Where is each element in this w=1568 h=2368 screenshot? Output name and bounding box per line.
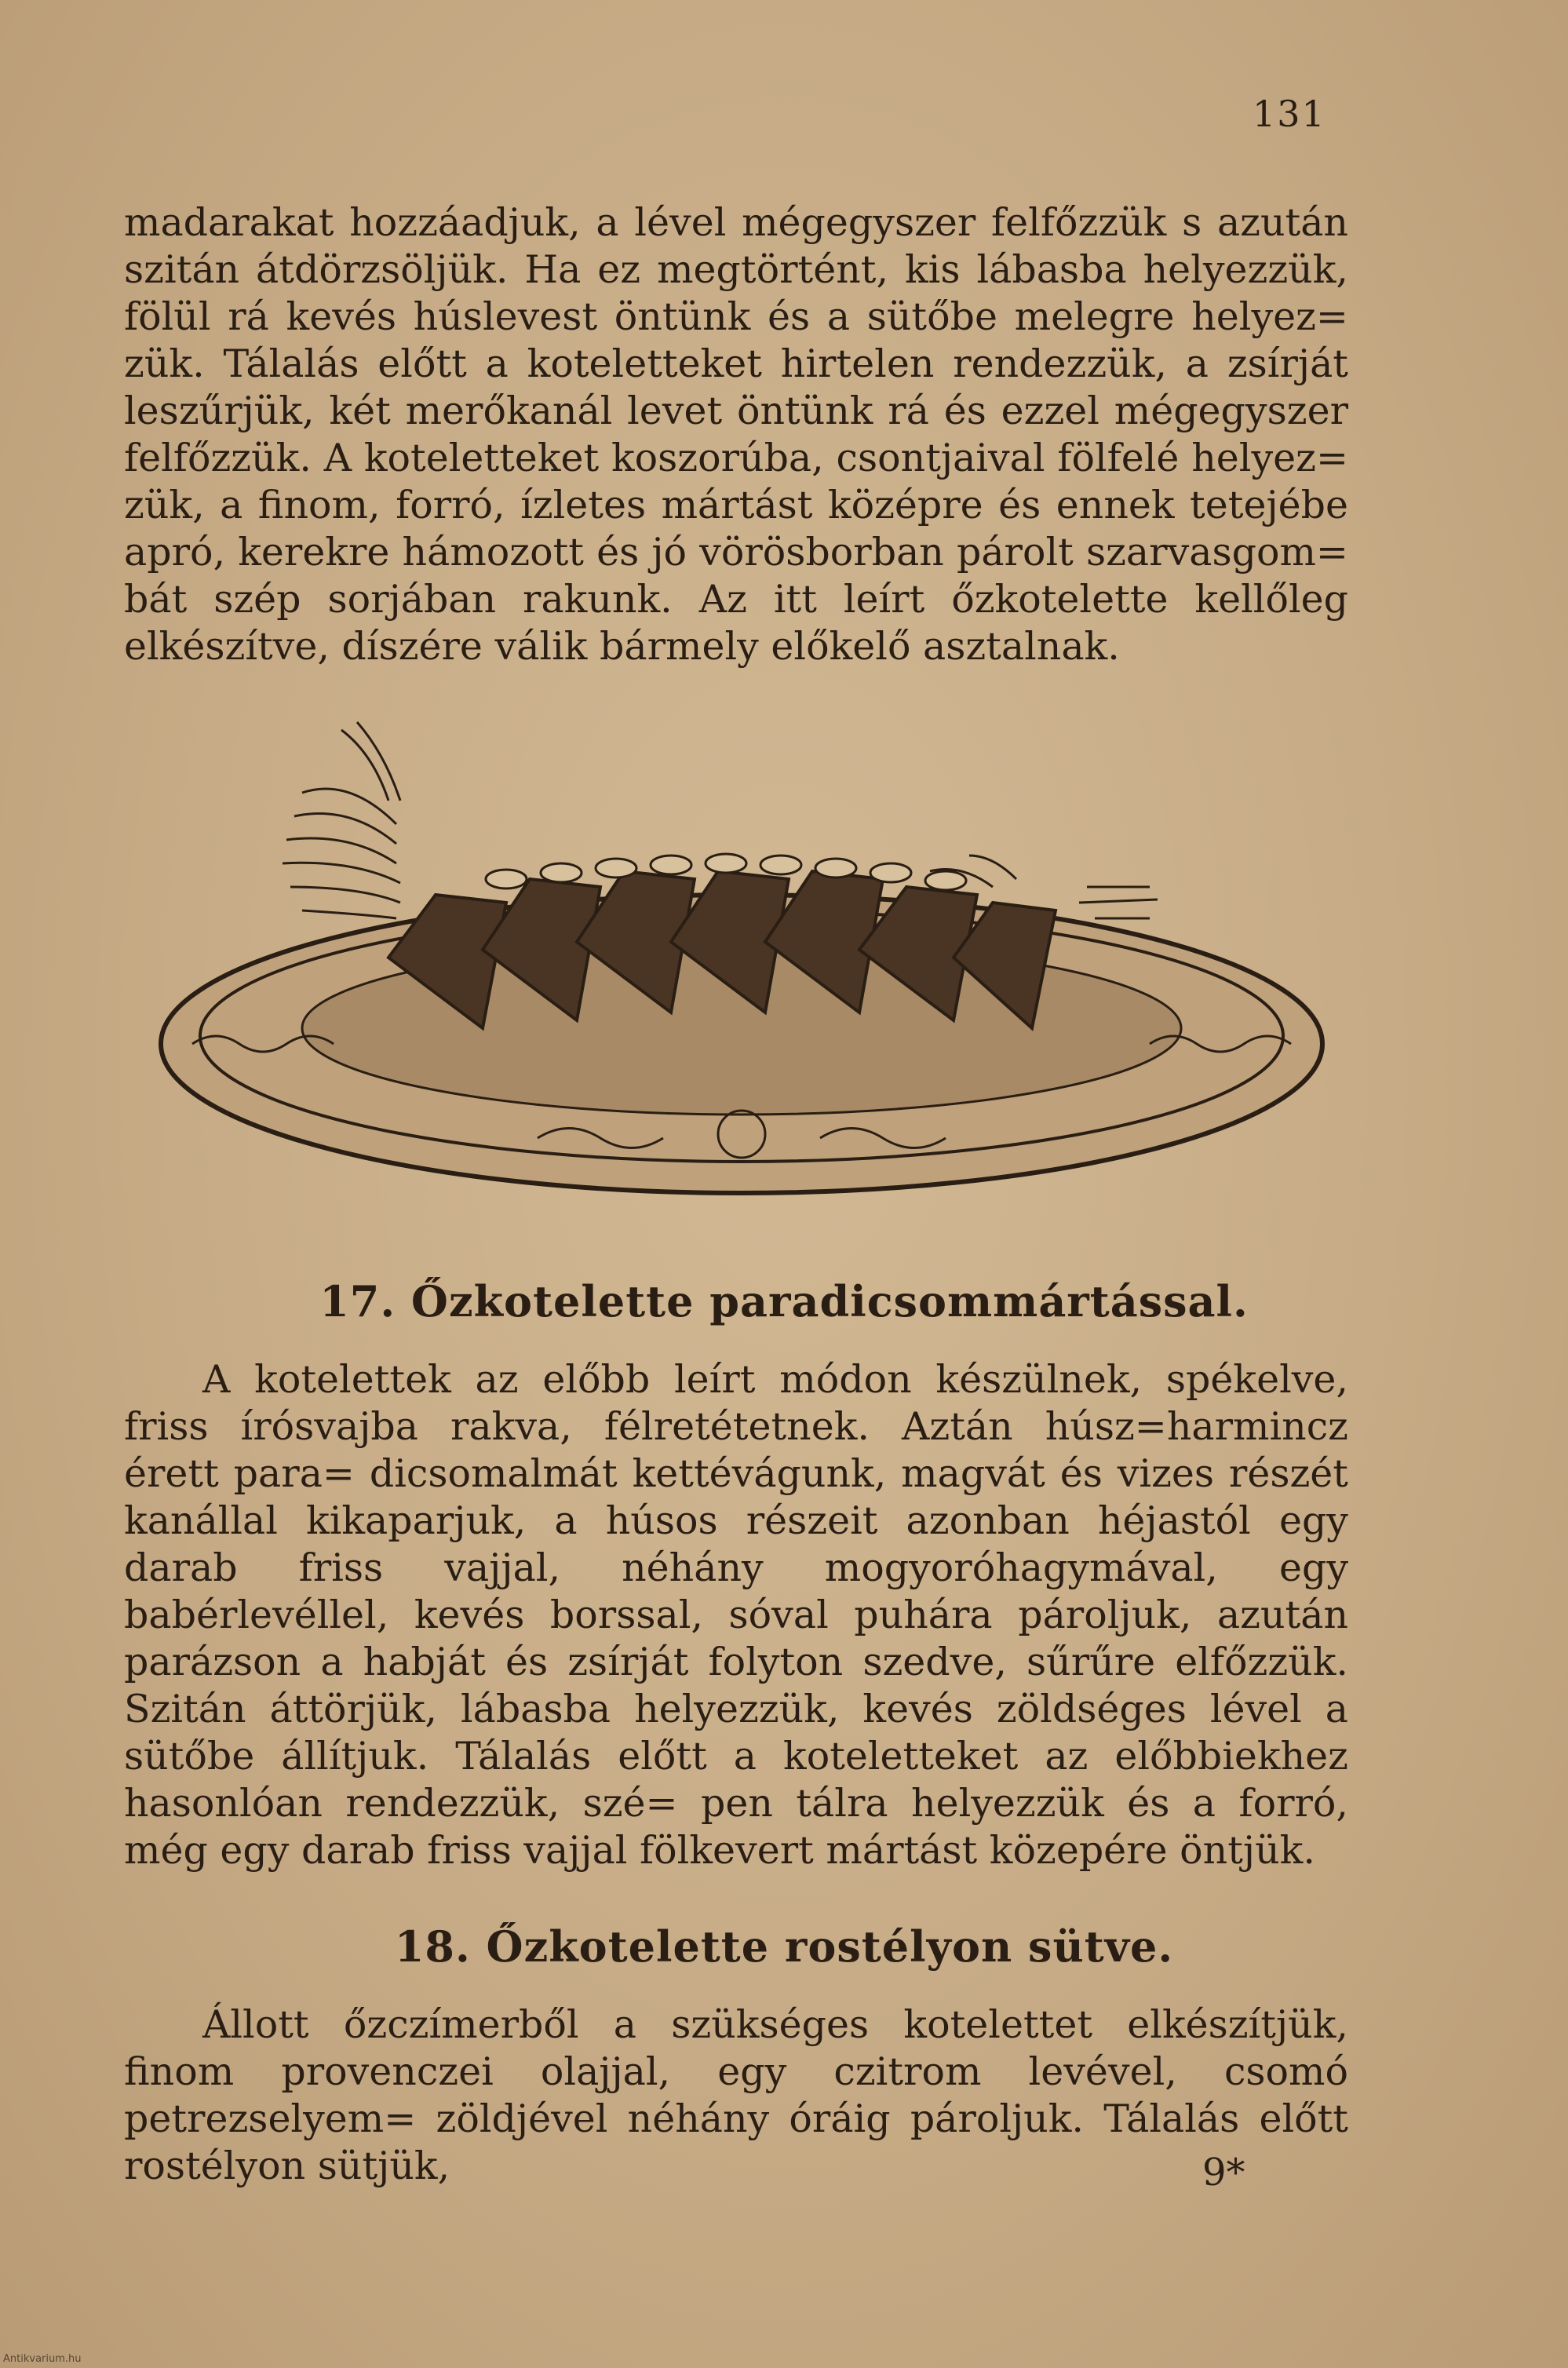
recipe-heading-17: 17. Őzkotelette paradicsommártással. bbox=[319, 1276, 1249, 1326]
platter-engraving bbox=[161, 722, 1322, 1193]
paragraph-recipe-17 bbox=[124, 1356, 1348, 1874]
page-number: 131 bbox=[1253, 93, 1326, 135]
paragraph-text: madarakat hozzáadjuk, a lével mégegyszer felfőzzük s azután szitán átdörzsöljük. Ha ez megtörtént, kis lábasba helyezzük, fölül rá kevés húslevest öntünk és a sütőbe melegre helyez= zük. Tálalás előtt a koteletteket hirtelen rendezzük, a zsírját leszűrjük, két merőkanál levet öntünk rá és ezzel mégegyszer felfőzzük. A koteletteket koszorúba, csontjaival fölfelé helyez= zük, a finom, forró, ízletes mártást középre és ennek tetejébe apró, kerekre hámozott és jó vörösborban párolt szarvasgom= bát szép sorjában rakunk. Az itt leírt őzkotelette kellőleg elkészítve, díszére válik bármely előkelő asztalnak. bbox=[124, 200, 1348, 669]
paragraph-intro bbox=[124, 199, 1348, 670]
cutlets-platter-illustration bbox=[145, 699, 1338, 1232]
paragraph-text: Állott őzczímerből a szükséges kotelettet elkészítjük, finom provenczei olajjal, egy czitrom levével, csomó petrezselyem= zöldjével néhány óráig pároljuk. Tálalás előtt rostélyon sütjük, bbox=[124, 2002, 1348, 2188]
paragraph-text: A kotelettek az előbb leírt módon készülnek, spékelve, friss írósvajba rakva, félretétetnek. Aztán húsz=harmincz érett para= dicsomalmát kettévágunk, magvát és vizes részét kanállal kikaparjuk, a húsos részeit azonban héjastól egy darab friss vajjal, néhány mogyoróhagymával, egy babérlevéllel, kevés borssal, sóval puhára pároljuk, azután parázson a habját és zsírját folyton szedve, sűrűre elfőzzük. Szitán áttörjük, lábasba helyezzük, kevés zöldséges lével a sütőbe állítjuk. Tálalás előtt a koteletteket az előbbiekhez hasonlóan rendezzük, szé= pen tálra helyezzük és a forró, még egy darab friss vajjal fölkevert mártást közepére öntjük. bbox=[124, 1357, 1348, 1873]
paragraph-recipe-18 bbox=[124, 2001, 1348, 2190]
scan-credit: Antikvarium.hu bbox=[3, 2353, 82, 2365]
recipe-heading-18: 18. Őzkotelette rostélyon sütve. bbox=[394, 1921, 1174, 1972]
printer-signature-mark: 9* bbox=[1202, 2151, 1245, 2195]
